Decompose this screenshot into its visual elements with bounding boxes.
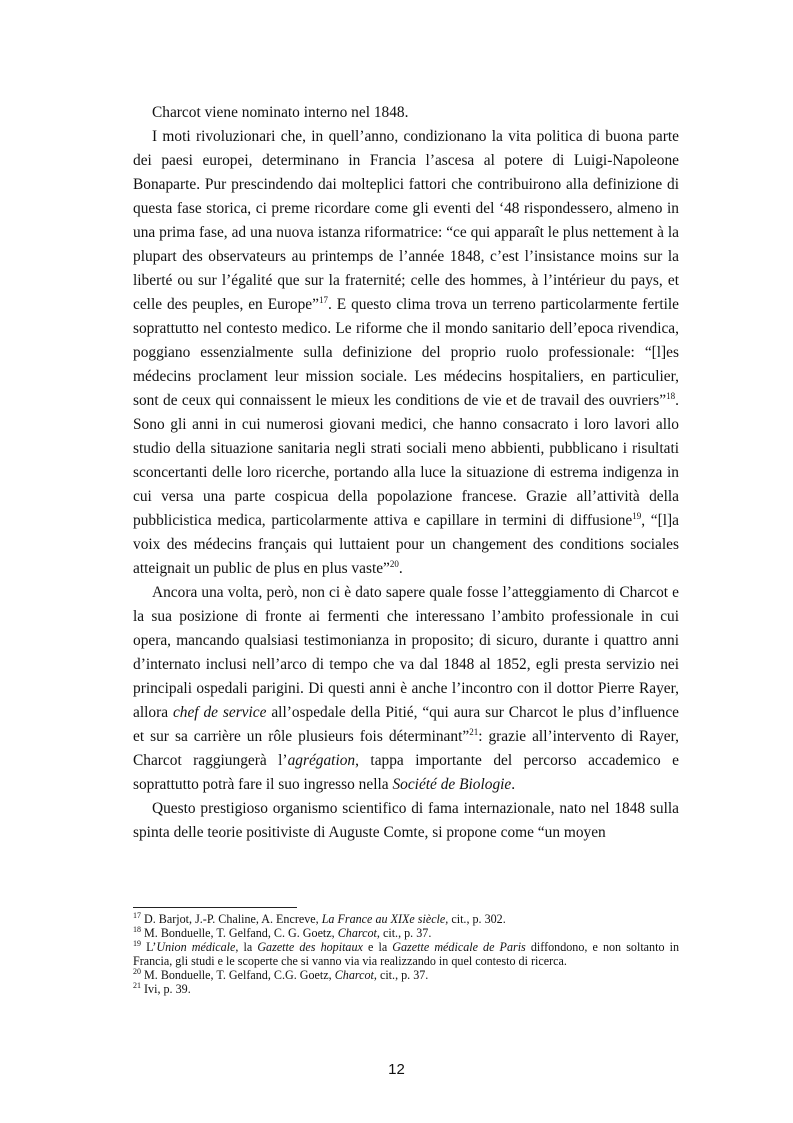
text-run: , tappa importante del percorso accademico e soprattutto potrà fare il suo ingresso nella [133,752,680,793]
text-run: D. Barjot, J.-P. Chaline, A. Encreve, [141,912,322,926]
text-run: , cit., p. 37. [376,926,432,940]
paragraph [133,101,679,125]
italic-text: Charcot [334,968,374,982]
footnote-reference: 21 [469,726,479,737]
text-run: I moti rivoluzionari che, in quell’anno, condizionano la vita politica di buona parte dei paesi europei, determinano in Francia l’ascesa al potere di Luigi-Napoleone Bonaparte. Pur prescindendo dai molteplici fattori che contribuirono alla definizione di questa fase storica, ci preme ricordare come gli eventi del ‘48 rispondessero, almeno in una prima fase, ad una nuova istanza riformatrice: “ce qui apparaît le plus nettement à la plupart des observateurs au printemps de l’année 1848, c’est l’insistance moins sur la liberté ou sur l’égalité que sur la fraternité; celle des hommes, à l’intérieur du pays, et celle des peuples, en Europe” [133,128,679,313]
text-run: Charcot viene nominato interno nel 1848. [152,104,409,121]
text-run: diffondono, e non soltanto in Francia, gli studi e le scoperte che si vanno via via realizzando in quel contesto di ricerca. [133,940,679,968]
text-run: all’ospedale della Pitié, “qui aura sur Charcot le plus d’influence et sur sa carrière un rôle plusieurs fois déterminant” [133,704,680,745]
text-run: cit., p. 302. [448,912,506,926]
text-run: . [511,776,516,793]
footnote [133,912,679,926]
italic-text: agrégation [287,752,356,769]
footnote-reference: 17 [133,910,141,920]
footnote-reference: 20 [133,966,141,976]
footnote [133,940,679,968]
text-run: , “[l]a voix des médecins français qui luttaient pour un changement des conditions sociales atteignait un public de plus en plus vaste” [133,512,679,577]
footnote [133,926,679,940]
body-text [133,101,679,845]
paragraph [133,797,679,845]
text-run: e la [362,940,393,954]
italic-text: chef de service [172,704,267,721]
footnote-reference: 18 [133,924,141,934]
footnote-separator [133,907,297,908]
italic-text: Union médicale [156,940,236,954]
italic-text: Société de Biologie [392,776,512,793]
paragraph [133,581,679,797]
italic-text: Charcot [337,926,377,940]
text-run: M. Bonduelle, T. Gelfand, C. G. Goetz, [141,926,338,940]
text-run: , cit., p. 37. [373,968,429,982]
italic-text: Gazette des hopitaux [257,940,363,954]
text-run: . E questo clima trova un terreno particolarmente fertile soprattutto nel contesto medico. Le riforme che il mondo sanitario dell’epoca rivendica, poggiano essenzialmente sulla definizione del proprio ruolo professionale: “[l]es médecins proclament leur mission sociale. Les médecins hospitaliers, en particulier, sont de ceux qui connaissent le mieux les conditions de vie et de travail des ouvriers” [133,296,679,409]
footnote [133,982,679,996]
page-number: 12 [388,1061,405,1078]
footnote-reference: 18 [666,390,676,401]
text-run: Ancora una volta, però, non ci è dato sapere quale fosse l’atteggiamento di Charcot e la sua posizione di fronte ai fermenti che interessano l’ambito professionale in cui opera, mancando qualsiasi testimonianza in proposito; di sicuro, durante i quattro anni d’internato inclusi nell’arco di tempo che va dal 1848 al 1852, egli presta servizio nei principali ospedali parigini. Di questi anni è anche l’incontro con il dottor Pierre Rayer, allora [133,584,679,721]
text-run: M. Bonduelle, T. Gelfand, C.G. Goetz, [141,968,335,982]
footnote-reference: 19 [133,938,141,948]
text-run: L’ [141,940,157,954]
footnote-reference: 17 [318,294,328,305]
footnote-reference: 20 [389,558,399,569]
text-run: . Sono gli anni in cui numerosi giovani medici, che hanno consacrato i loro lavori allo studio della situazione sanitaria negli strati sociali meno abbienti, pubblicano i risultati sconcertanti delle loro ricerche, portando alla luce la situazione di estrema indigenza in cui versa una parte cospicua della popolazione francese. Grazie all’attività della pubblicistica medica, particolarmente attiva e capillare in termini di diffusione [133,392,679,529]
footnote [133,968,679,982]
text-run: . [398,560,403,577]
text-run: Ivi, p. 39. [141,982,191,996]
footnotes [133,912,679,996]
footnote-reference: 21 [133,980,141,990]
text-run: Questo prestigioso organismo scientifico di fama internazionale, nato nel 1848 sulla spinta delle teorie positiviste di Auguste Comte, si propone come “un moyen [133,800,679,841]
text-run: , la [235,940,258,954]
footnote-reference: 19 [632,510,642,521]
text-run: : grazie all’intervento di Rayer, Charcot raggiungerà l’ [133,728,679,769]
italic-text: La France au XIXe siècle, [321,912,449,926]
italic-text: Gazette médicale de Paris [392,940,526,954]
paragraph [133,125,679,581]
